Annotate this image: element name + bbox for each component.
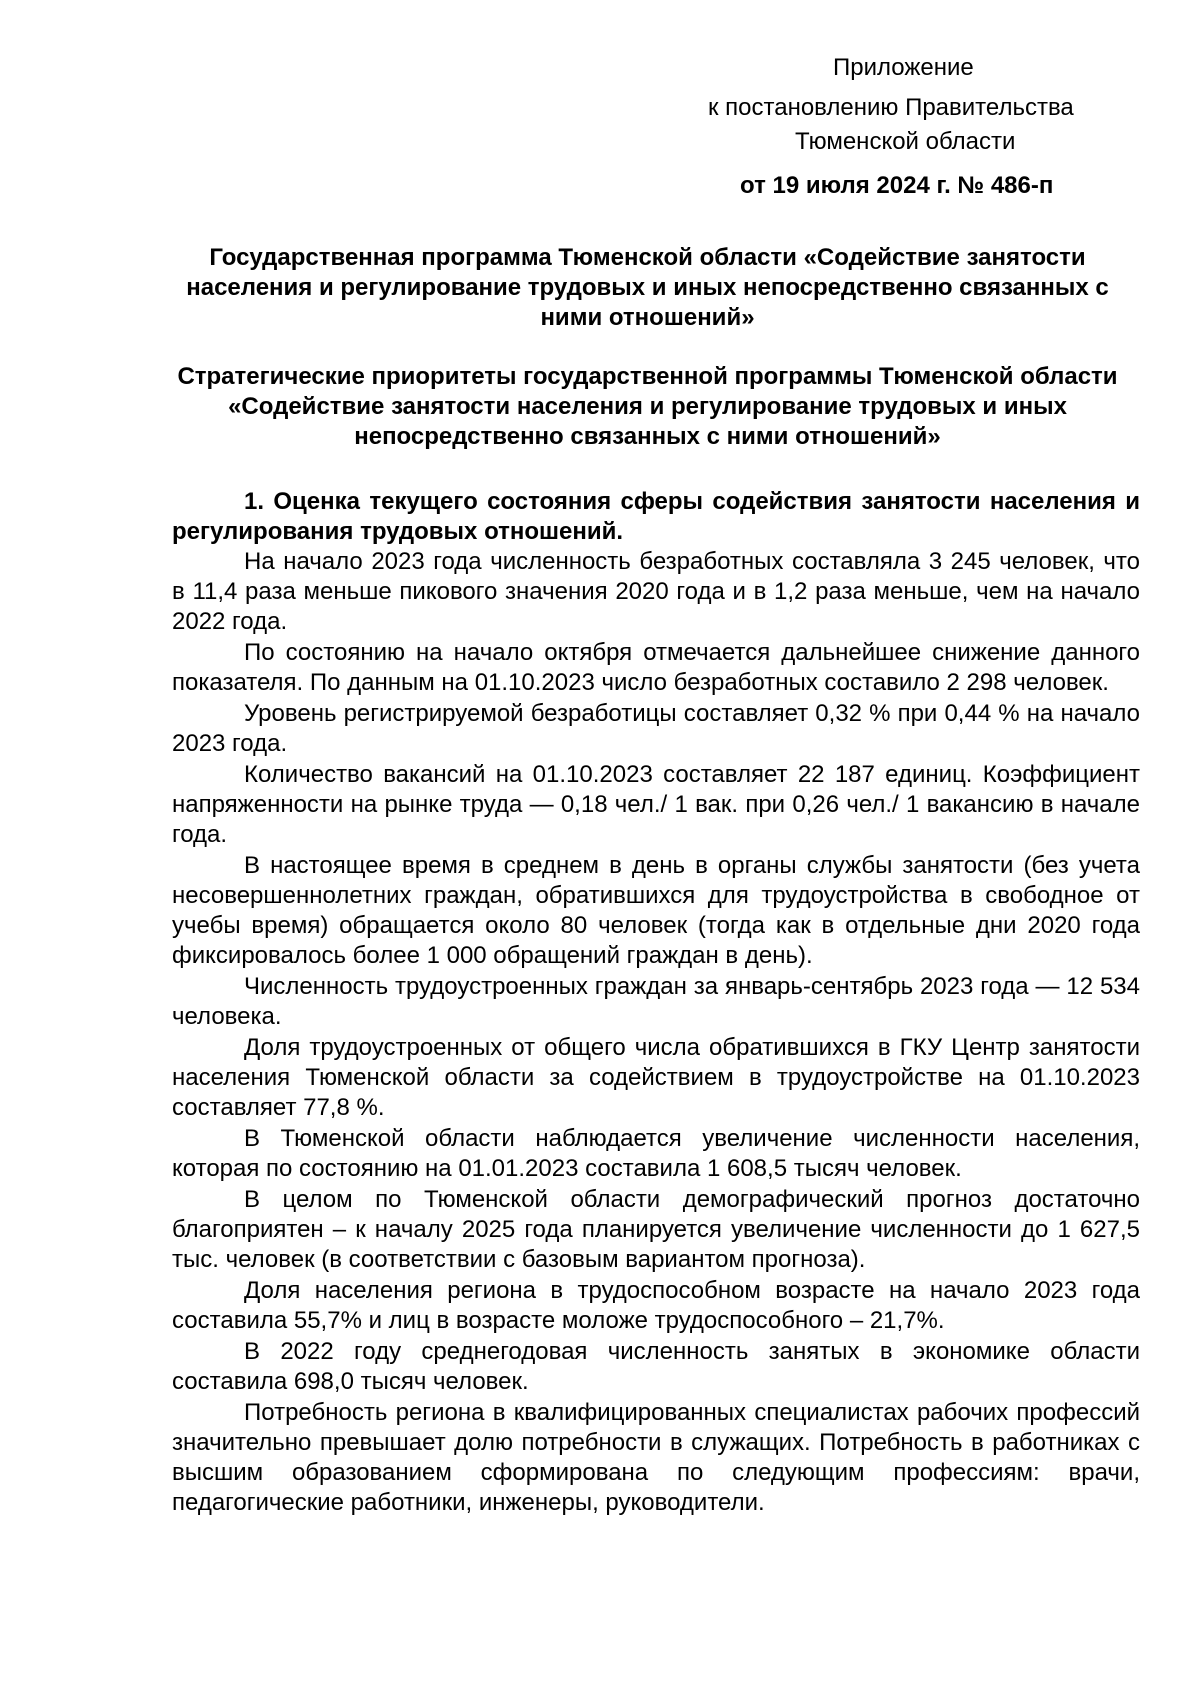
program-title: Государственная программа Тюменской области «Содействие занятости населения и регулирование трудовых и иных непосредственно связанных с ними отношений» [186,244,1109,331]
appendix-ref-line1: к постановлению Правительства [708,94,1074,121]
paragraph: В Тюменской области наблюдается увеличение численности населения, которая по состоянию на 01.01.2023 составила 1 608,5 тысяч человек. [172,1125,1140,1182]
appendix-label: Приложение [833,54,974,81]
paragraph: В 2022 году среднегодовая численность занятых в экономике области составила 698,0 тысяч человек. [172,1338,1140,1395]
paragraph: Потребность региона в квалифицированных специалистах рабочих профессий значительно превышает долю потребности в служащих. Потребность в работниках с высшим образованием сформирована по следующим профессиям: врачи, педагогические работники, инженеры, руководители. [172,1399,1140,1516]
appendix-date-number: от 19 июля 2024 г. № 486-п [740,172,1054,199]
section-1-heading: 1. Оценка текущего состояния сферы содействия занятости населения и регулирования трудовых отношений. [172,488,1140,545]
paragraph: По состоянию на начало октября отмечается дальнейшее снижение данного показателя. По данным на 01.10.2023 число безработных составило 2 298 человек. [172,639,1140,696]
paragraph: Доля трудоустроенных от общего числа обратившихся в ГКУ Центр занятости населения Тюменской области за содействием в трудоустройстве на 01.10.2023 составляет 77,8 %. [172,1034,1140,1121]
paragraph: В целом по Тюменской области демографический прогноз достаточно благоприятен – к началу 2025 года планируется увеличение численности до 1 627,5 тыс. человек (в соответствии с базовым вариантом прогноза). [172,1186,1140,1273]
paragraph: Количество вакансий на 01.10.2023 составляет 22 187 единиц. Коэффициент напряженности на рынке труда — 0,18 чел./ 1 вак. при 0,26 чел./ 1 вакансию в начале года. [172,761,1140,848]
priorities-title: Стратегические приоритеты государственной программы Тюменской области «Содействие занятости населения и регулирование трудовых и иных непосредственно связанных с ними отношений» [177,363,1118,450]
section-1 [172,487,1140,1519]
paragraph: На начало 2023 года численность безработных составляла 3 245 человек, что в 11,4 раза меньше пикового значения 2020 года и в 1,2 раза меньше, чем на начало 2022 года. [172,548,1140,635]
paragraph: Уровень регистрируемой безработицы составляет 0,32 % при 0,44 % на начало 2023 года. [172,700,1140,757]
paragraph: Численность трудоустроенных граждан за январь-сентябрь 2023 года — 12 534 человека. [172,973,1140,1030]
paragraph: В настоящее время в среднем в день в органы службы занятости (без учета несовершеннолетних граждан, обратившихся для трудоустройства в свободное от учебы время) обращается около 80 человек (тогда как в отдельные дни 2020 года фиксировалось более 1 000 обращений граждан в день). [172,852,1140,969]
paragraph: Доля населения региона в трудоспособном возрасте на начало 2023 года составила 55,7% и лиц в возрасте моложе трудоспособного – 21,7%. [172,1277,1140,1334]
appendix-ref-line2: Тюменской области [795,128,1016,155]
